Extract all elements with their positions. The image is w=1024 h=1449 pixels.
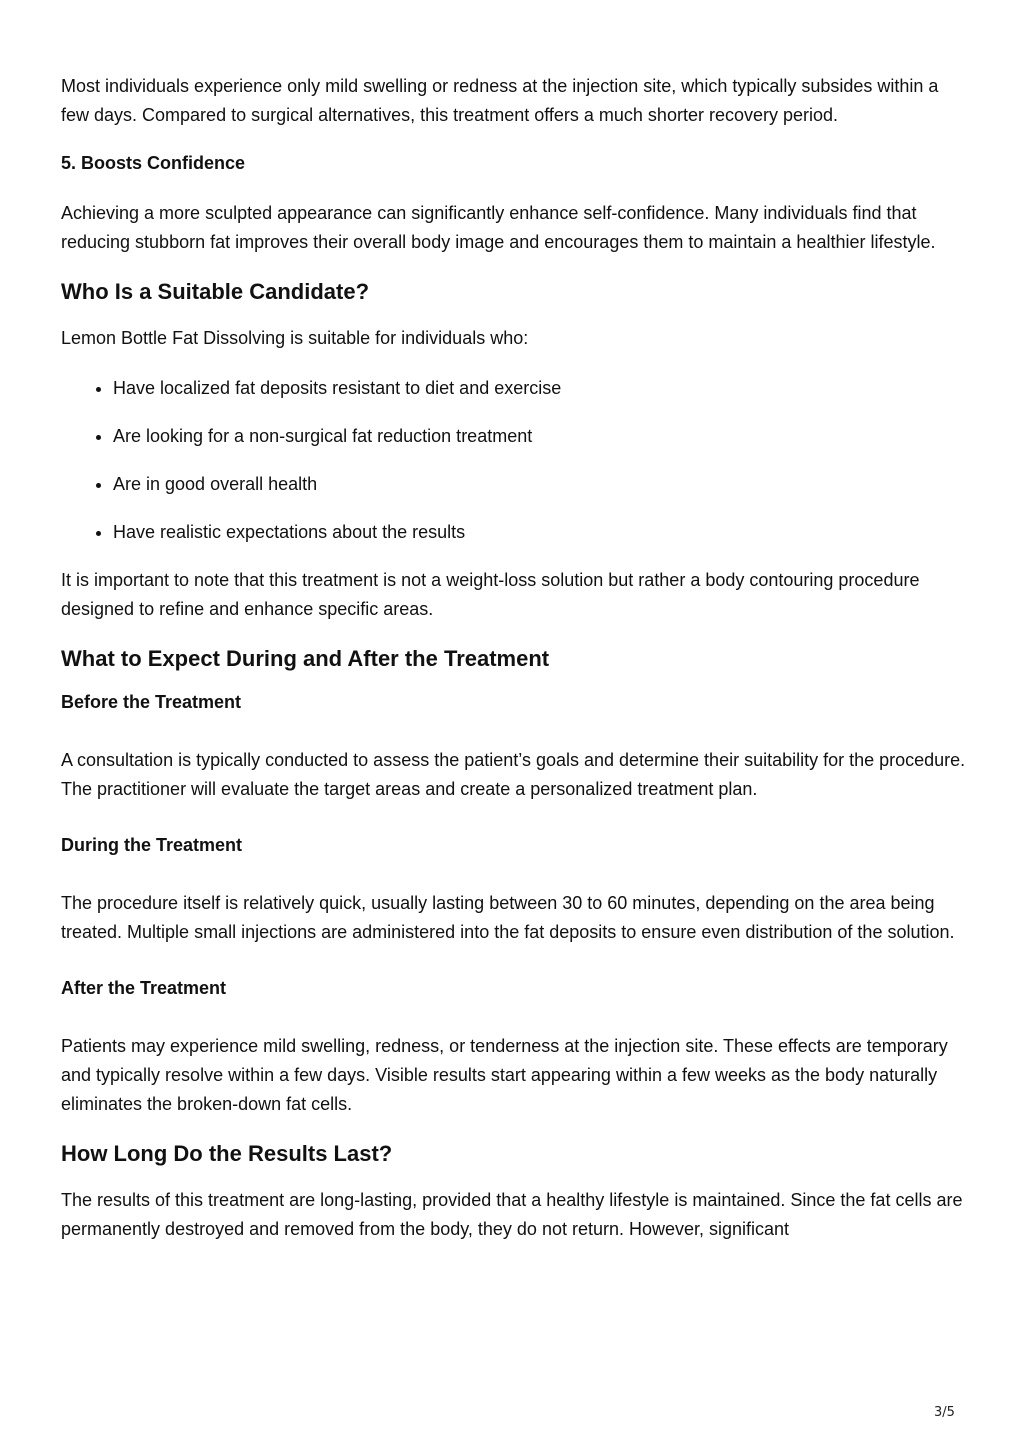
- list-item: • Have realistic expectations about the results: [113, 518, 971, 546]
- subheading-after-treatment: After the Treatment: [61, 978, 227, 998]
- paragraph-results: The results of this treatment are long-lasting, provided that a healthy lifestyle is maintained. Since the fat cells are permanently destroyed and removed from the body, they do not return. However, significant: [61, 1190, 963, 1239]
- heading-results-last: How Long Do the Results Last?: [61, 1141, 393, 1166]
- heading-what-to-expect: What to Expect During and After the Treatment: [61, 646, 550, 671]
- paragraph-confidence: Achieving a more sculpted appearance can significantly enhance self-confidence. Many individuals find that reducing stubborn fat improves their overall body image and encourages them to maintain a healthier lifestyle.: [61, 203, 936, 252]
- paragraph-not-weight-loss: It is important to note that this treatment is not a weight-loss solution but rather a body contouring procedure designed to refine and enhance specific areas.: [61, 570, 920, 619]
- paragraph-before: A consultation is typically conducted to assess the patient’s goals and determine their suitability for the procedure. The practitioner will evaluate the target areas and create a personalized treatment plan.: [61, 750, 966, 799]
- list-item: • Are looking for a non-surgical fat reduction treatment: [113, 422, 971, 450]
- subheading-boosts-confidence: 5. Boosts Confidence: [61, 153, 246, 173]
- paragraph-after: Patients may experience mild swelling, redness, or tenderness at the injection site. These effects are temporary and typically resolve within a few days. Visible results start appearing within a few weeks as the body naturally eliminates the broken-down fat cells.: [61, 1036, 948, 1114]
- list-item: • Are in good overall health: [113, 470, 971, 498]
- list-item: • Have localized fat deposits resistant to diet and exercise: [113, 374, 971, 402]
- heading-suitable-candidate: Who Is a Suitable Candidate?: [61, 279, 370, 304]
- candidate-list: [61, 374, 971, 546]
- paragraph-candidate-intro: Lemon Bottle Fat Dissolving is suitable for individuals who:: [61, 328, 529, 348]
- page-number: 3/5: [934, 1405, 955, 1420]
- subheading-during-treatment: During the Treatment: [61, 835, 243, 855]
- subheading-before-treatment: Before the Treatment: [61, 692, 242, 712]
- document-body: [61, 72, 971, 1266]
- paragraph-during: The procedure itself is relatively quick, usually lasting between 30 to 60 minutes, depending on the area being treated. Multiple small injections are administered into the fat deposits to ensure even distribution of the solution.: [61, 893, 955, 942]
- paragraph-recovery: Most individuals experience only mild swelling or redness at the injection site, which typically subsides within a few days. Compared to surgical alternatives, this treatment offers a much shorter recovery period.: [61, 76, 939, 125]
